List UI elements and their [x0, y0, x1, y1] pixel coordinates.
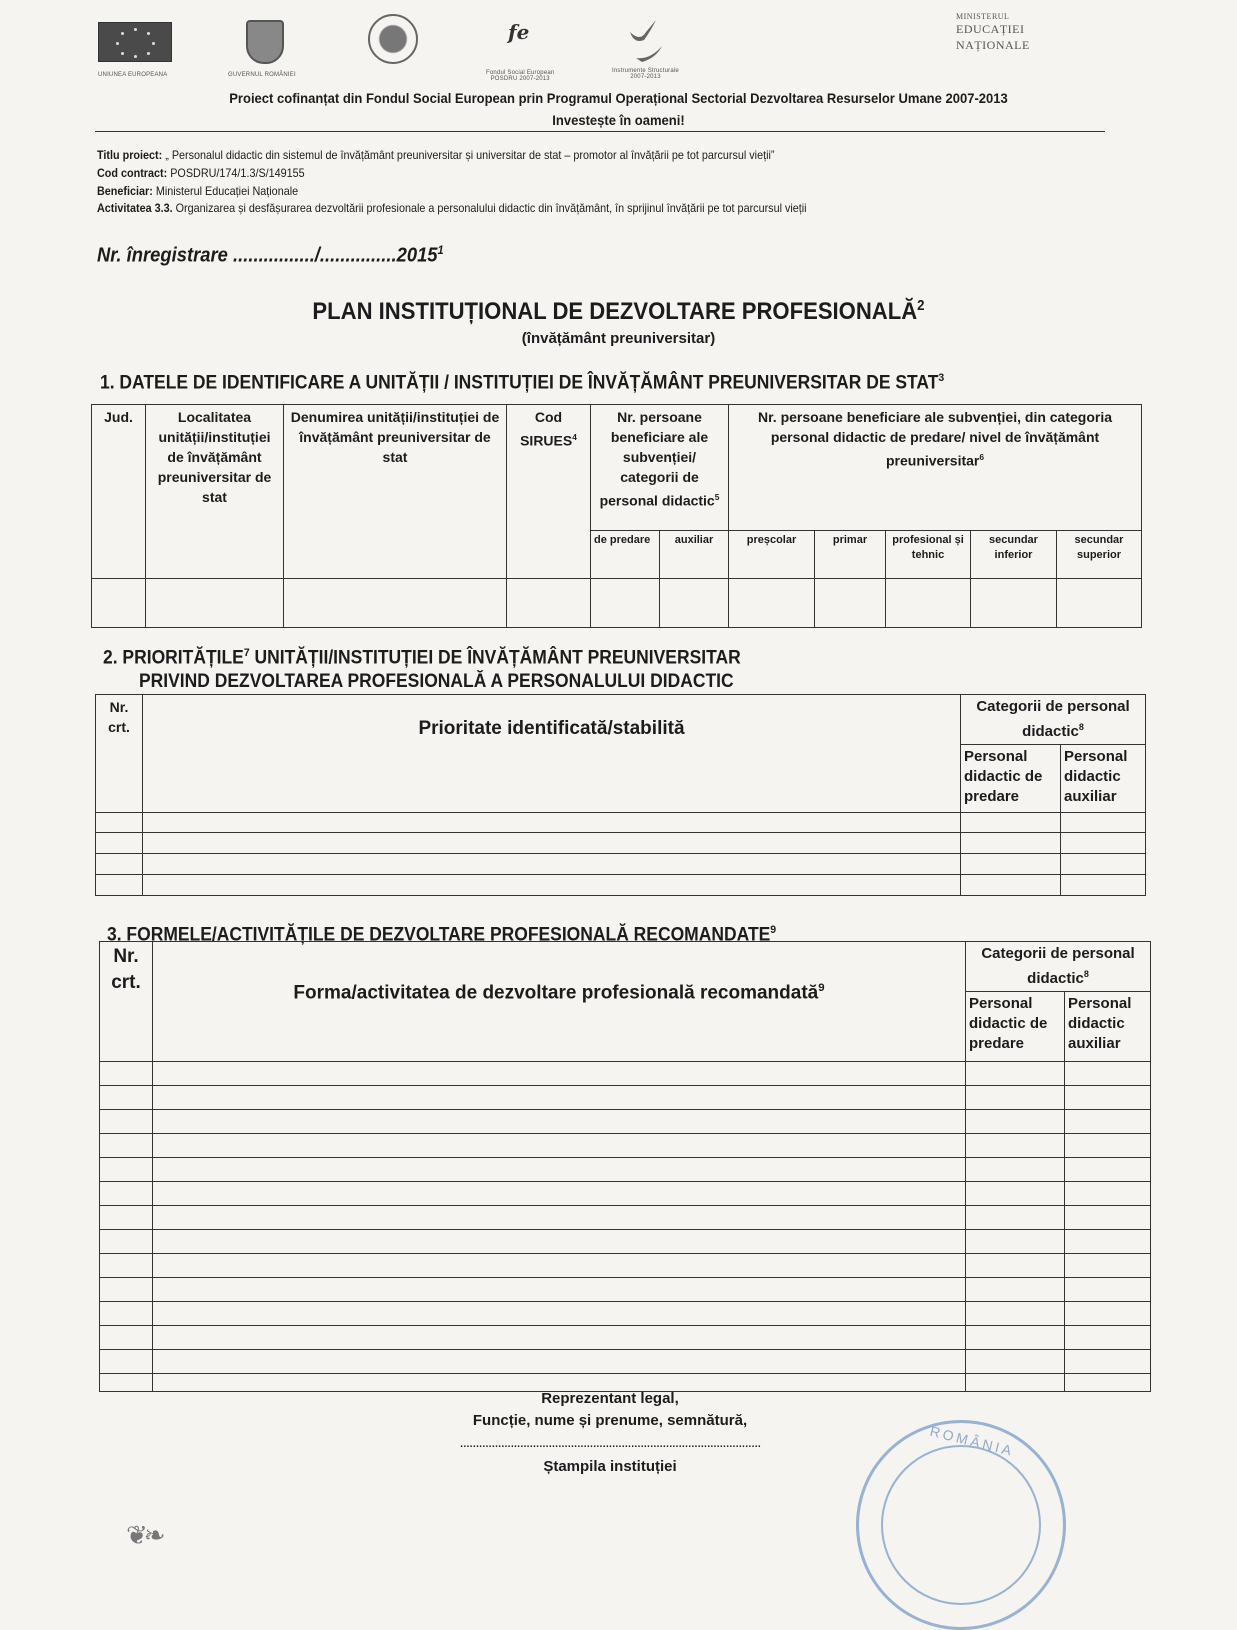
eu-caption: UNIUNEA EUROPEANA: [98, 72, 168, 78]
table-cell[interactable]: [966, 1086, 1065, 1110]
document-title: PLAN INSTITUȚIONAL DE DEZVOLTARE PROFESIONALĂ$^2$: [312, 298, 925, 325]
sub-col-primar: primar: [815, 531, 886, 579]
table-row[interactable]: [96, 813, 1146, 833]
col-nr-crt: Nr. crt.: [96, 695, 143, 813]
table-cell[interactable]: [153, 1206, 966, 1230]
col-personal-predare: Personal didactic de predare: [961, 745, 1061, 813]
table-cell[interactable]: [966, 1302, 1065, 1326]
table-cell[interactable]: [153, 1350, 966, 1374]
table-cell[interactable]: [966, 1110, 1065, 1134]
decorative-leaf-icon: ❦❧: [126, 1520, 162, 1550]
table-cell[interactable]: [1065, 1254, 1151, 1278]
activity: Activitatea 3.3. Organizarea și desfășurarea dezvoltării profesionale a personalului didactic din învățământ, în sprijinul învățării pe tot parcursul vieții: [97, 201, 807, 215]
eu-flag-logo: [98, 22, 172, 62]
col-localitate: Localitatea unității/instituției de învățământ preuniversitar de stat: [146, 405, 284, 579]
table-cell[interactable]: [1065, 1326, 1151, 1350]
table-row[interactable]: [100, 1326, 1151, 1350]
table-cell[interactable]: [1065, 1302, 1151, 1326]
table-cell[interactable]: [1065, 1182, 1151, 1206]
table-row[interactable]: [100, 1110, 1151, 1134]
table-cell[interactable]: [100, 1158, 153, 1182]
table-cell[interactable]: [1065, 1350, 1151, 1374]
col-categorii: Categorii de personal didactic$^8$: [966, 942, 1151, 992]
table-cell[interactable]: [100, 1182, 153, 1206]
col-prioritate: Prioritate identificată/stabilită: [143, 695, 961, 813]
table-cell[interactable]: [1065, 1110, 1151, 1134]
table-cell[interactable]: [966, 1374, 1065, 1392]
table-cell[interactable]: [100, 1062, 153, 1086]
table-cell[interactable]: [100, 1350, 153, 1374]
sub-col-prescolar: preșcolar: [729, 531, 815, 579]
institution-stamp: ROMÂNIA: [856, 1420, 1066, 1630]
table-cell[interactable]: [1065, 1134, 1151, 1158]
table-cell[interactable]: [1065, 1086, 1151, 1110]
table-cell[interactable]: [100, 1302, 153, 1326]
table-row[interactable]: [100, 1134, 1151, 1158]
section2-heading: 2. PRIORITĂȚILE$^7$ UNITĂȚII/INSTITUȚIEI DE ÎNVĂȚĂMÂNT PREUNIVERSITAR: [103, 647, 741, 669]
instrumente-structurale-logo: [626, 18, 666, 62]
table-cell[interactable]: [153, 1182, 966, 1206]
table-cell[interactable]: [100, 1230, 153, 1254]
col-personal-predare: Personal didactic de predare: [966, 992, 1065, 1062]
table-cell[interactable]: [153, 1254, 966, 1278]
table-cell[interactable]: [966, 1278, 1065, 1302]
section3-heading: 3. FORMELE/ACTIVITĂȚILE DE DEZVOLTARE PROFESIONALĂ RECOMANDATE$^9$: [107, 924, 777, 946]
table-cell[interactable]: [966, 1326, 1065, 1350]
table-cell[interactable]: [153, 1062, 966, 1086]
table-cell[interactable]: [153, 1110, 966, 1134]
table-cell[interactable]: [153, 1326, 966, 1350]
fse-logo: fe: [508, 20, 530, 44]
col-denumire: Denumirea unității/instituției de învățământ preuniversitar de stat: [284, 405, 507, 579]
col-personal-auxiliar: Personal didactic auxiliar: [1065, 992, 1151, 1062]
table-row[interactable]: [100, 1182, 1151, 1206]
project-title: Titlu proiect: „ Personalul didactic din sistemul de învățământ preuniversitar și universitar de stat – promotor al învățării pe tot parcursul vieții”: [97, 148, 775, 162]
table-cell[interactable]: [100, 1278, 153, 1302]
ministry-logo-text: MINISTERUL EDUCAȚIEI NAȚIONALE: [956, 12, 1030, 52]
table-row[interactable]: [100, 1158, 1151, 1182]
ministry-seal-logo: [368, 14, 418, 64]
table-row[interactable]: [100, 1206, 1151, 1230]
table-cell[interactable]: [100, 1086, 153, 1110]
col-cod-sirues: Cod SIRUES$^4$: [507, 405, 591, 579]
table-cell[interactable]: [966, 1230, 1065, 1254]
identification-table: [91, 404, 1142, 628]
sub-col-profesional: profesional și tehnic: [886, 531, 971, 579]
sub-col-secundar-superior: secundar superior: [1057, 531, 1142, 579]
table-cell[interactable]: [966, 1062, 1065, 1086]
table-cell[interactable]: [100, 1326, 153, 1350]
table-cell[interactable]: [1065, 1278, 1151, 1302]
signature-instructions: Funcție, nume și prenume, semnătură,: [472, 1412, 748, 1429]
sub-col-auxiliar: auxiliar: [660, 531, 729, 579]
table-cell[interactable]: [1065, 1062, 1151, 1086]
table-cell[interactable]: [966, 1206, 1065, 1230]
gov-caption: GUVERNUL ROMÂNIEI: [228, 72, 296, 78]
col-nr-crt: Nr. crt.: [100, 942, 153, 1062]
table-cell[interactable]: [1065, 1158, 1151, 1182]
sub-col-secundar-inferior: secundar inferior: [971, 531, 1057, 579]
table-row[interactable]: [100, 1374, 1151, 1392]
table-cell[interactable]: [153, 1374, 966, 1392]
table-cell[interactable]: [100, 1110, 153, 1134]
sub-col-predare: de predare: [591, 531, 660, 579]
table-cell[interactable]: [966, 1254, 1065, 1278]
header-divider: [95, 131, 1105, 132]
table-cell[interactable]: [100, 1206, 153, 1230]
table-row[interactable]: [100, 1302, 1151, 1326]
beneficiary: Beneficiar: Ministerul Educației Naționale: [97, 184, 299, 198]
table-row[interactable]: [96, 875, 1146, 896]
table-cell[interactable]: [100, 1374, 153, 1392]
table-cell[interactable]: [1065, 1206, 1151, 1230]
table-cell[interactable]: [100, 1134, 153, 1158]
table-cell[interactable]: [966, 1350, 1065, 1374]
table-cell[interactable]: [1065, 1374, 1151, 1392]
registration-number: Nr. înregistrare ................/...............2015$^1$: [97, 243, 444, 267]
table-row[interactable]: [96, 854, 1146, 875]
cofinancing-statement: Proiect cofinanțat din Fondul Social European prin Programul Operațional Sectorial Dezvoltarea Resurselor Umane 2007-2013: [229, 90, 1008, 106]
table-row[interactable]: [96, 833, 1146, 854]
stamp-label: Ștampila instituției: [543, 1458, 677, 1475]
table-cell[interactable]: [153, 1086, 966, 1110]
government-crest-logo: [246, 20, 284, 64]
activities-table: [99, 941, 1151, 1392]
table-row[interactable]: [100, 1350, 1151, 1374]
legal-representative-label: Reprezentant legal,: [541, 1390, 679, 1407]
col-personal-auxiliar: Personal didactic auxiliar: [1061, 745, 1146, 813]
section1-heading: 1. DATELE DE IDENTIFICARE A UNITĂȚII / INSTITUȚIEI DE ÎNVĂȚĂMÂNT PREUNIVERSITAR DE STAT$^3$: [100, 372, 945, 394]
table-row[interactable]: [100, 1062, 1151, 1086]
table-row[interactable]: [100, 1230, 1151, 1254]
contract-code: Cod contract: POSDRU/174/1.3/S/149155: [97, 166, 305, 180]
col-forma: Forma/activitatea de dezvoltare profesională recomandată$^9$: [153, 942, 966, 1062]
priorities-table: [95, 694, 1146, 896]
table-cell[interactable]: [153, 1278, 966, 1302]
section2-heading-line2: PRIVIND DEZVOLTAREA PROFESIONALĂ A PERSONALULUI DIDACTIC: [139, 671, 734, 692]
table-cell[interactable]: [1065, 1230, 1151, 1254]
is-caption: Instrumente Structurale 2007-2013: [612, 68, 679, 80]
table-row[interactable]: [92, 579, 1142, 628]
table-row[interactable]: [100, 1254, 1151, 1278]
col-nr-persoane: Nr. persoane beneficiare ale subvenției/ categorii de personal didactic$^5$: [591, 405, 729, 531]
table-cell[interactable]: [153, 1134, 966, 1158]
document-subtitle: (învățământ preuniversitar): [521, 330, 716, 347]
table-row[interactable]: [100, 1278, 1151, 1302]
col-categorii: Categorii de personal didactic$^8$: [961, 695, 1146, 745]
fse-caption: Fondul Social European POSDRU 2007-2013: [486, 70, 555, 82]
slogan: Investește în oameni!: [552, 112, 685, 128]
table-cell[interactable]: [966, 1158, 1065, 1182]
signature-line[interactable]: ...............................................................................................: [459, 1434, 761, 1451]
table-cell[interactable]: [100, 1254, 153, 1278]
table-cell[interactable]: [153, 1158, 966, 1182]
col-jud: Jud.: [92, 405, 146, 579]
table-cell[interactable]: [966, 1182, 1065, 1206]
table-cell[interactable]: [153, 1302, 966, 1326]
table-row[interactable]: [100, 1086, 1151, 1110]
col-nivel: Nr. persoane beneficiare ale subvenției, din categoria personal didactic de predare/ nivel de învățământ preuniversitar$^6$: [729, 405, 1142, 531]
table-cell[interactable]: [966, 1134, 1065, 1158]
table-cell[interactable]: [153, 1230, 966, 1254]
